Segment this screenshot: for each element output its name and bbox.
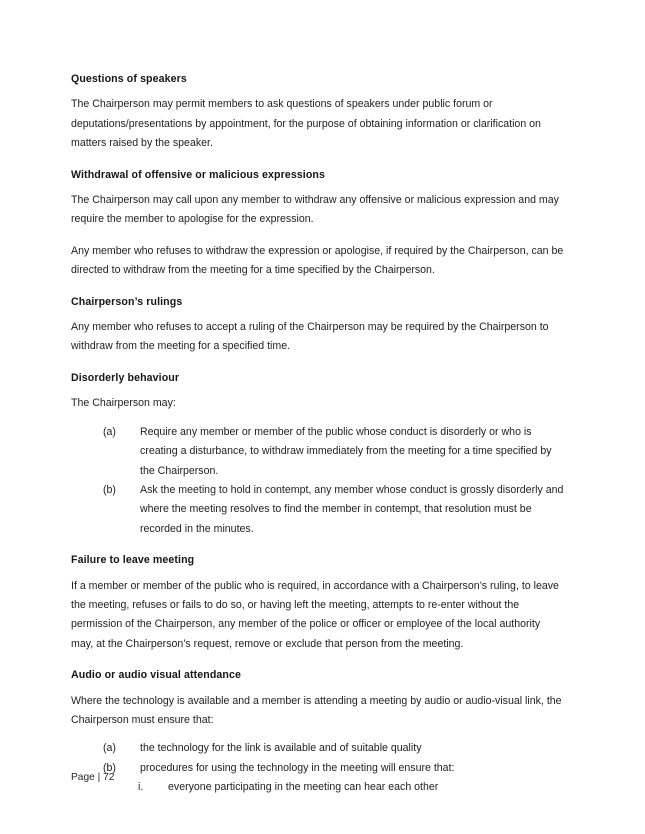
sublist-audio-visual-procedures: [71, 778, 564, 797]
page-footer: Page | 72: [71, 772, 115, 783]
list-item: [71, 481, 564, 539]
list-marker: (b): [103, 483, 116, 496]
list-item-text: everyone participating in the meeting can hear each other: [168, 781, 439, 794]
section-heading-disorderly-behaviour: Disorderly behaviour: [71, 371, 180, 384]
paragraph-audio-visual-lead: Where the technology is available and a member is attending a meeting by audio or audio-visual link, the Chairperson must ensure that:: [71, 694, 562, 726]
paragraph-withdrawal-2: Any member who refuses to withdraw the expression or apologise, if required by the Chairperson, can be directed to withdraw from the meeting for a time specified by the Chairperson.: [71, 244, 564, 277]
document-body: [71, 70, 564, 810]
list-item-text: Ask the meeting to hold in contempt, any member whose conduct is grossly disorderly and where the meeting resolves to find the member in contempt, that resolution must be recorded in the minutes.: [140, 483, 564, 535]
paragraph-withdrawal-1: The Chairperson may call upon any member to withdraw any offensive or malicious expression and may require the member to apologise for the expression.: [71, 194, 559, 226]
list-item: [71, 778, 564, 797]
list-item: [71, 759, 564, 778]
list-item: [71, 423, 564, 481]
paragraph-chairpersons-rulings-1: Any member who refuses to accept a ruling of the Chairperson may be required by the Chairperson to withdraw from the meeting for a specified time.: [71, 321, 549, 353]
list-marker: (b): [103, 761, 116, 774]
paragraph-failure-to-leave-1: If a member or member of the public who is required, in accordance with a Chairperson’s ruling, to leave the meeting, refuses or fails to do so, or having left the meeting, attempts to re-enter without the permission of the Chairperson, any member of the police or officer or employee of the local authority may, at the Chairperson’s request, remove or exclude that person from the meeting.: [71, 579, 559, 650]
list-audio-visual-requirements: [71, 739, 564, 797]
section-heading-questions-of-speakers: Questions of speakers: [71, 73, 187, 85]
list-marker: (a): [103, 425, 116, 438]
section-heading-withdrawal-of-expressions: Withdrawal of offensive or malicious expressions: [71, 168, 326, 181]
paragraph-disorderly-lead: The Chairperson may:: [71, 397, 176, 410]
list-marker: (a): [103, 742, 116, 755]
section-heading-audio-visual-attendance: Audio or audio visual attendance: [71, 669, 241, 682]
section-heading-failure-to-leave-meeting: Failure to leave meeting: [71, 554, 195, 567]
list-disorderly-behaviour: [71, 423, 564, 539]
list-marker: i.: [138, 781, 144, 794]
list-item-text: the technology for the link is available and of suitable quality: [140, 742, 422, 755]
paragraph-questions-of-speakers-1: The Chairperson may permit members to ask questions of speakers under public forum or deputations/presentations by appointment, for the purpose of obtaining information or clarification on matters raised by the speaker.: [71, 98, 541, 150]
section-heading-chairpersons-rulings: Chairperson’s rulings: [71, 295, 183, 308]
list-item-text: Require any member or member of the public whose conduct is disorderly or who is creating a disturbance, to withdraw immediately from the meeting for a time specified by the Chairperson.: [140, 425, 552, 477]
list-item: [71, 739, 564, 758]
list-item-text: procedures for using the technology in the meeting will ensure that:: [140, 761, 455, 774]
